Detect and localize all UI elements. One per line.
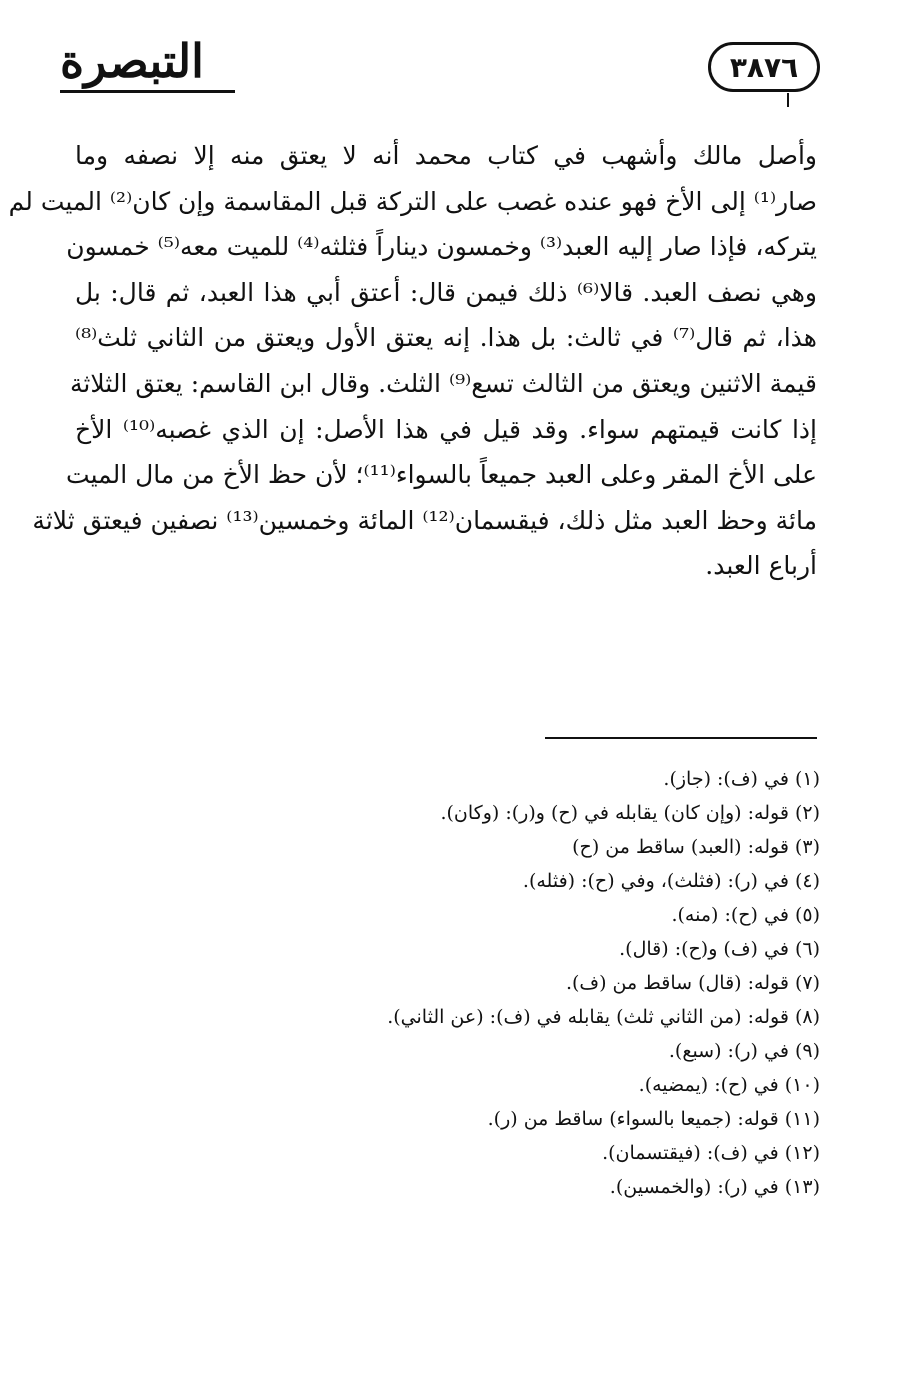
footnote: (١٠) في (ح): (يمضيه). [638,1074,820,1096]
text-line: يتركه، فإذا صار إليه العبد⁽³⁾ وخمسون ديناراً فثلثه⁽⁴⁾ للميت معه⁽⁵⁾ خمسون [66,232,817,262]
footnote: (٥) في (ح): (منه). [671,904,820,926]
text-line: مائة وحظ العبد مثل ذلك، فيقسمان⁽¹²⁾ المائة وخمسين⁽¹³⁾ نصفين فيعتق ثلاثة [32,505,817,535]
footnote: (٣) قوله: (العبد) ساقط من (ح) [572,836,820,858]
footnote: (٦) في (ف) و(ح): (قال). [619,938,820,960]
footnote: (٢) قوله: (وإن كان) يقابله في (ح) و(ر): (وكان). [440,802,820,824]
page-number-badge: ٣٨٧٦ [708,42,820,92]
footnote: (٩) في (ر): (سبع). [668,1040,820,1062]
text-line: وهي نصف العبد. قالا⁽⁶⁾ ذلك فيمن قال: أعتق أبي هذا العبد، ثم قال: بل [75,277,818,307]
footnotes [120,762,820,1204]
text-line: إذا كانت قيمتهم سواء. وقد قيل في هذا الأصل: إن الذي غصبه⁽¹⁰⁾ الأخ [75,414,817,444]
main-text [8,133,818,589]
footnote: (٤) في (ر): (فثلث)، وفي (ح): (فثله). [522,870,820,892]
footnote: (١٢) في (ف): (فيقتسمان). [602,1142,820,1164]
text-line: هذا، ثم قال⁽⁷⁾ في ثالث: بل هذا. إنه يعتق الأول ويعتق من الثاني ثلث⁽⁸⁾ [75,323,817,353]
footnote: (٨) قوله: (من الثاني ثلث) يقابله في (ف): (عن الثاني). [387,1006,820,1028]
footnote: (١٣) في (ر): (والخمسين). [609,1176,820,1198]
book-title: التبصرة [60,34,204,88]
text-line: وأصل مالك وأشهب في كتاب محمد أنه لا يعتق منه إلا نصفه وما [75,141,817,170]
page-header [60,30,820,110]
text-line: قيمة الاثنين ويعتق من الثالث تسع⁽⁹⁾ الثلث. وقال ابن القاسم: يعتق الثلاثة [70,368,817,398]
footnote: (١) في (ف): (جاز). [663,768,820,790]
text-line: أرباع العبد. [705,551,817,581]
text-line: صار⁽¹⁾ إلى الأخ فهو عنده غصب على التركة قبل المقاسمة وإن كان⁽²⁾ الميت لم [8,186,817,216]
footnote-separator [545,737,817,739]
title-underline [60,90,235,93]
text-line: على الأخ المقر وعلى العبد جميعاً بالسواء⁽¹¹⁾؛ لأن حظ الأخ من مال الميت [66,460,817,490]
footnote: (١١) قوله: (جميعا بالسواء) ساقط من (ر). [487,1108,820,1130]
footnote: (٧) قوله: (قال) ساقط من (ف). [565,972,820,994]
